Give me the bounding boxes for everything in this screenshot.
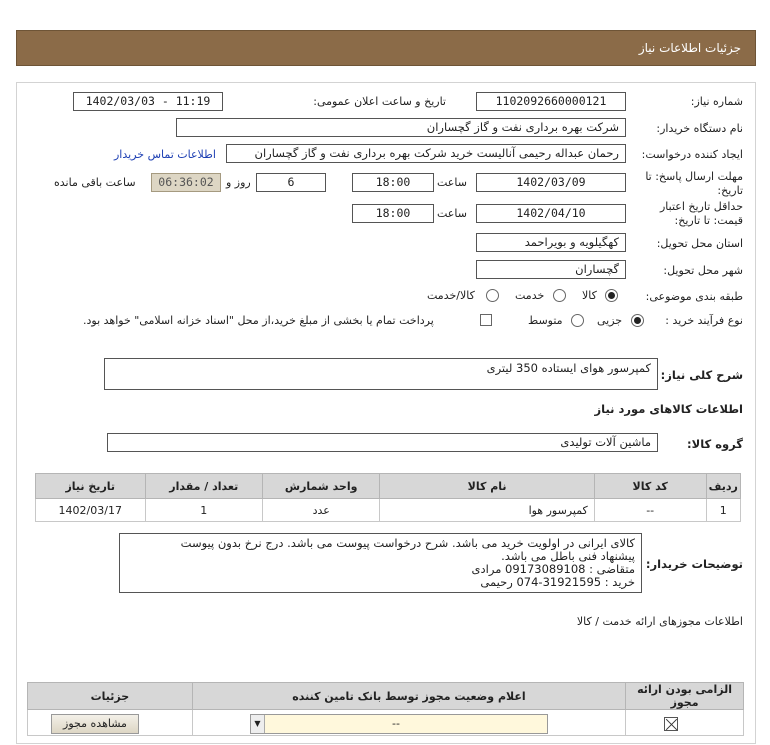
goods-group-label: گروه کالا: [687, 437, 743, 451]
col-row: ردیف [706, 474, 740, 499]
remaining-label: ساعت باقی مانده [54, 176, 136, 189]
validity-time-field: 18:00 [352, 204, 434, 223]
col-unit: واحد شمارش [262, 474, 379, 499]
buyer-org-field: شرکت بهره برداری نفت و گاز گچساران [176, 118, 626, 137]
page-title: جزئیات اطلاعات نیاز [638, 41, 741, 55]
col-qty: تعداد / مقدار [145, 474, 262, 499]
deadline-label-2: تاریخ: [717, 184, 743, 197]
cell-date: 1402/03/17 [36, 499, 146, 522]
deadline-time-label: ساعت [437, 176, 467, 189]
remaining-time-field: 06:36:02 [151, 173, 221, 192]
summary-field: کمپرسور هوای ایستاده 350 لیتری [104, 358, 658, 390]
requester-label: ایجاد کننده درخواست: [641, 148, 743, 161]
process-option-medium: متوسط [528, 314, 563, 327]
goods-group-field: ماشین آلات تولیدی [107, 433, 658, 452]
days-field: 6 [256, 173, 326, 192]
col-required: الزامی بودن ارائه مجوز [626, 683, 744, 710]
need-number-field: 1102092660000121 [476, 92, 626, 111]
process-radio-medium[interactable] [571, 314, 584, 327]
category-label: طبقه بندی موضوعی: [645, 290, 743, 303]
process-radio-small[interactable] [631, 314, 644, 327]
goods-info-title: اطلاعات کالاهای مورد نیاز [594, 402, 743, 416]
cell-name: کمپرسور هوا [380, 499, 594, 522]
days-label: روز و [226, 176, 251, 189]
category-radio-both[interactable] [486, 289, 499, 302]
category-radio-service[interactable] [553, 289, 566, 302]
summary-label: شرح کلی نیاز: [660, 368, 743, 382]
buyer-notes-line: متقاضی : 09173089108 مرادی [471, 562, 635, 576]
license-status-select[interactable] [250, 714, 548, 734]
licenses-table-header [28, 683, 744, 710]
deadline-label: مهلت ارسال پاسخ: تا [645, 170, 743, 183]
announce-field: 1402/03/03 - 11:19 [73, 92, 223, 111]
process-label: نوع فرآیند خرید : [665, 314, 743, 327]
category-option-both: کالا/خدمت [427, 289, 475, 302]
deadline-time-field: 18:00 [352, 173, 434, 192]
requester-field: رحمان عبداله رحیمی آنالیست خرید شرکت بهره برداری نفت و گاز گچساران [226, 144, 626, 163]
buyer-notes-line: پیشنهاد فنی باطل می باشد. [501, 549, 635, 563]
license-status-value: -- [392, 717, 400, 730]
cell-row: 1 [706, 499, 740, 522]
view-license-button[interactable]: مشاهده مجوز [51, 714, 139, 734]
cell-required [626, 710, 744, 736]
deadline-date-field: 1402/03/09 [476, 173, 626, 192]
buyer-notes-line: کالای ایرانی در اولویت خرید می باشد. شرح درخواست پیوست می باشد. درج نرخ بدون پیوست [180, 536, 635, 550]
licenses-title: اطلاعات مجوزهای ارائه خدمت / کالا [576, 615, 743, 628]
need-number-label: شماره نیاز: [690, 95, 743, 108]
col-details: جزئیات [28, 683, 193, 710]
treasury-payment-note: پرداخت تمام یا بخشی از مبلغ خرید،از محل "اسناد خزانه اسلامی" خواهد بود. [83, 314, 434, 327]
buyer-notes-box [119, 533, 642, 593]
cell-qty: 1 [145, 499, 262, 522]
province-label: استان محل تحویل: [656, 237, 743, 250]
city-label: شهر محل تحویل: [663, 264, 743, 277]
page-header [16, 30, 756, 66]
chevron-down-icon: ▼ [251, 715, 265, 733]
contact-info-link[interactable]: اطلاعات تماس خریدار [114, 148, 216, 161]
buyer-notes-label: توضیحات خریدار: [645, 557, 743, 571]
cell-code: -- [594, 499, 706, 522]
category-option-service: خدمت [515, 289, 545, 302]
validity-date-field: 1402/04/10 [476, 204, 626, 223]
required-checkbox-icon [664, 717, 678, 731]
buyer-notes-line: خرید : 31921595-074 رحیمی [480, 575, 635, 589]
category-option-goods: کالا [582, 289, 597, 302]
treasury-payment-checkbox[interactable] [480, 314, 492, 326]
col-name: نام کالا [380, 474, 594, 499]
validity-label-2: قیمت: تا تاریخ: [674, 214, 743, 227]
col-status: اعلام وضعیت مجوز توسط بانک تامین کننده [192, 683, 625, 710]
province-field: کهگیلویه و بویراحمد [476, 233, 626, 252]
city-field: گچساران [476, 260, 626, 279]
table-row[interactable] [36, 499, 741, 522]
goods-table [35, 473, 741, 522]
cell-unit: عدد [262, 499, 379, 522]
col-date: تاریخ نیاز [36, 474, 146, 499]
process-option-small: جزیی [597, 314, 623, 327]
validity-label: حداقل تاریخ اعتبار [659, 200, 743, 213]
category-radio-goods[interactable] [605, 289, 618, 302]
announce-label: تاریخ و ساعت اعلان عمومی: [313, 95, 446, 108]
col-code: کد کالا [594, 474, 706, 499]
validity-time-label: ساعت [437, 207, 467, 220]
buyer-org-label: نام دستگاه خریدار: [656, 122, 743, 135]
goods-table-header [36, 474, 741, 499]
